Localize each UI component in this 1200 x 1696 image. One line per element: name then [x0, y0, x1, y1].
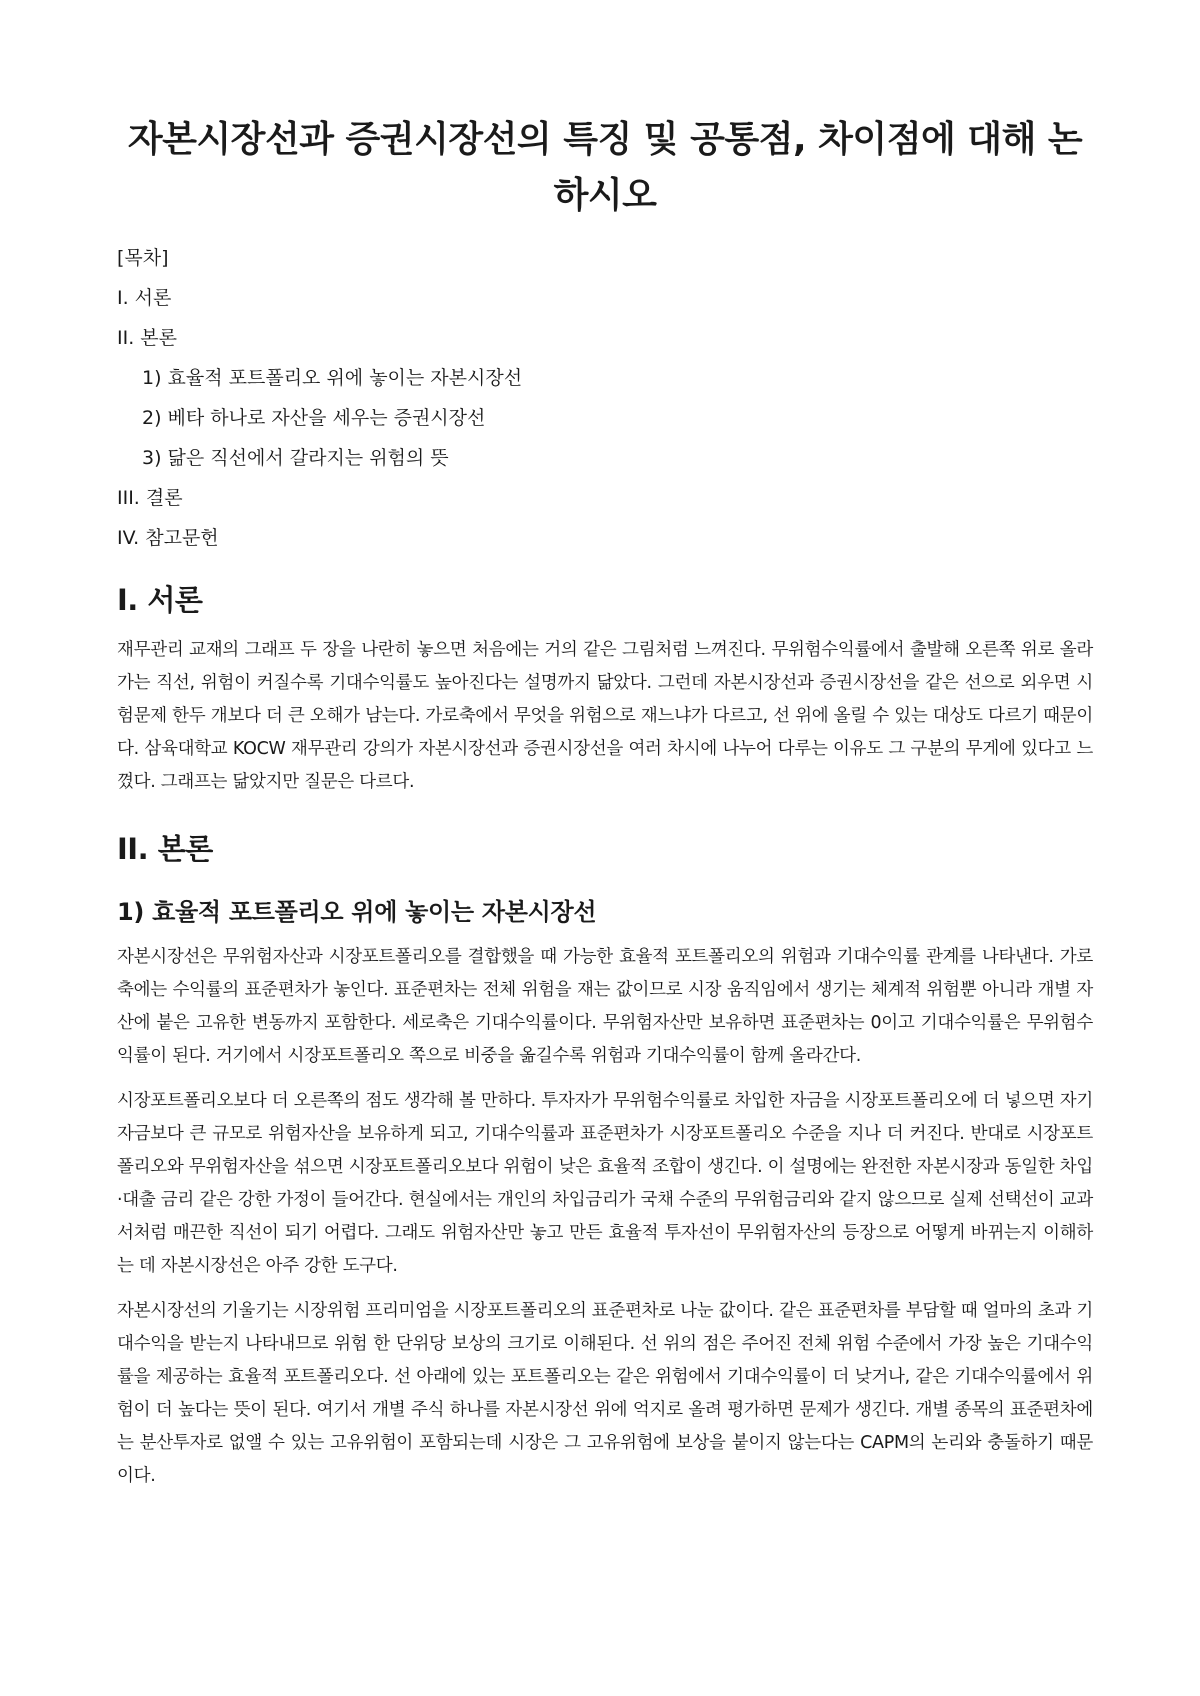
toc-item-intro: I. 서론 [117, 287, 172, 309]
toc-item-body-3: 3) 닮은 직선에서 갈라지는 위험의 뜻 [142, 447, 449, 469]
toc-item-body-2: 2) 베타 하나로 자산을 세우는 증권시장선 [142, 407, 486, 429]
body-paragraph: 시장포트폴리오보다 더 오른쪽의 점도 생각해 볼 만하다. 투자자가 무위험수익률로 차입한 자금을 시장포트폴리오에 더 넣으면 자기자금보다 큰 규모로 위험자산을 보유하게 되고, 기대수익률과 표준편차가 시장포트폴리오 수준을 지나 더 커진다. 반대로 시장포트폴리오와 무위험자산을 섞으면 시장포트폴리오보다 위험이 낮은 효율적 조합이 생긴다. 이 설명에는 완전한 자본시장과 동일한 차입·대출 금리 같은 강한 가정이 들어간다. 현실에서는 개인의 차입금리가 국채 수준의 무위험금리와 같지 않으므로 실제 선택선이 교과서처럼 매끈한 직선이 되기 어렵다. 그래도 위험자산만 놓고 만든 효율적 투자선이 무위험자산의 등장으로 어떻게 바뀌는지 이해하는 데 자본시장선은 아주 강한 도구다. [117, 1091, 1094, 1276]
document-title: 자본시장선과 증권시장선의 특징 및 공통점, 차이점에 대해 논하시오 [127, 119, 1083, 216]
toc-item-body-1: 1) 효율적 포트폴리오 위에 놓이는 자본시장선 [142, 367, 523, 389]
table-of-contents [117, 246, 1093, 550]
subsection-heading-cml: 1) 효율적 포트폴리오 위에 놓이는 자본시장선 [117, 898, 597, 926]
section-heading-body: II. 본론 [117, 832, 213, 866]
body-paragraph: 자본시장선의 기울기는 시장위험 프리미엄을 시장포트폴리오의 표준편차로 나눈 값이다. 같은 표준편차를 부담할 때 얼마의 초과 기대수익을 받는지 나타내므로 위험 한 단위당 보상의 크기로 이해된다. 선 위의 점은 주어진 전체 위험 수준에서 가장 높은 기대수익률을 제공하는 효율적 포트폴리오다. 선 아래에 있는 포트폴리오는 같은 위험에서 기대수익률이 더 낮거나, 같은 기대수익률에서 위험이 더 높다는 뜻이 된다. 여기서 개별 주식 하나를 자본시장선 위에 억지로 올려 평가하면 문제가 생긴다. 개별 종목의 표준편차에는 분산투자로 없앨 수 있는 고유위험이 포함되는데 시장은 그 고유위험에 보상을 붙이지 않는다는 CAPM의 논리와 충돌하기 때문이다. [117, 1301, 1093, 1486]
toc-item-conclusion: III. 결론 [117, 487, 183, 509]
body-paragraph: 자본시장선은 무위험자산과 시장포트폴리오를 결합했을 때 가능한 효율적 포트폴리오의 위험과 기대수익률 관계를 나타낸다. 가로축에는 수익률의 표준편차가 놓인다. 표준편차는 전체 위험을 재는 값이므로 시장 움직임에서 생기는 체계적 위험뿐 아니라 개별 자산에 붙은 고유한 변동까지 포함한다. 세로축은 기대수익률이다. 무위험자산만 보유하면 표준편차는 0이고 기대수익률은 무위험수익률이 된다. 거기에서 시장포트폴리오 쪽으로 비중을 옮길수록 위험과 기대수익률이 함께 올라간다. [117, 947, 1093, 1066]
section-heading-intro: I. 서론 [117, 583, 203, 617]
toc-item-body: II. 본론 [117, 327, 177, 349]
toc-item-references: IV. 참고문헌 [117, 527, 219, 549]
toc-heading: [목차] [117, 247, 169, 269]
intro-paragraph: 재무관리 교재의 그래프 두 장을 나란히 놓으면 처음에는 거의 같은 그림처럼 느껴진다. 무위험수익률에서 출발해 오른쪽 위로 올라가는 직선, 위험이 커질수록 기대수익률도 높아진다는 설명까지 닮았다. 그런데 자본시장선과 증권시장선을 같은 선으로 외우면 시험문제 한두 개보다 더 큰 오해가 남는다. 가로축에서 무엇을 위험으로 재느냐가 다르고, 선 위에 올릴 수 있는 대상도 다르기 때문이다. 삼육대학교 KOCW 재무관리 강의가 자본시장선과 증권시장선을 여러 차시에 나누어 다루는 이유도 그 구분의 무게에 있다고 느꼈다. 그래프는 닮았지만 질문은 다르다. [117, 640, 1094, 792]
